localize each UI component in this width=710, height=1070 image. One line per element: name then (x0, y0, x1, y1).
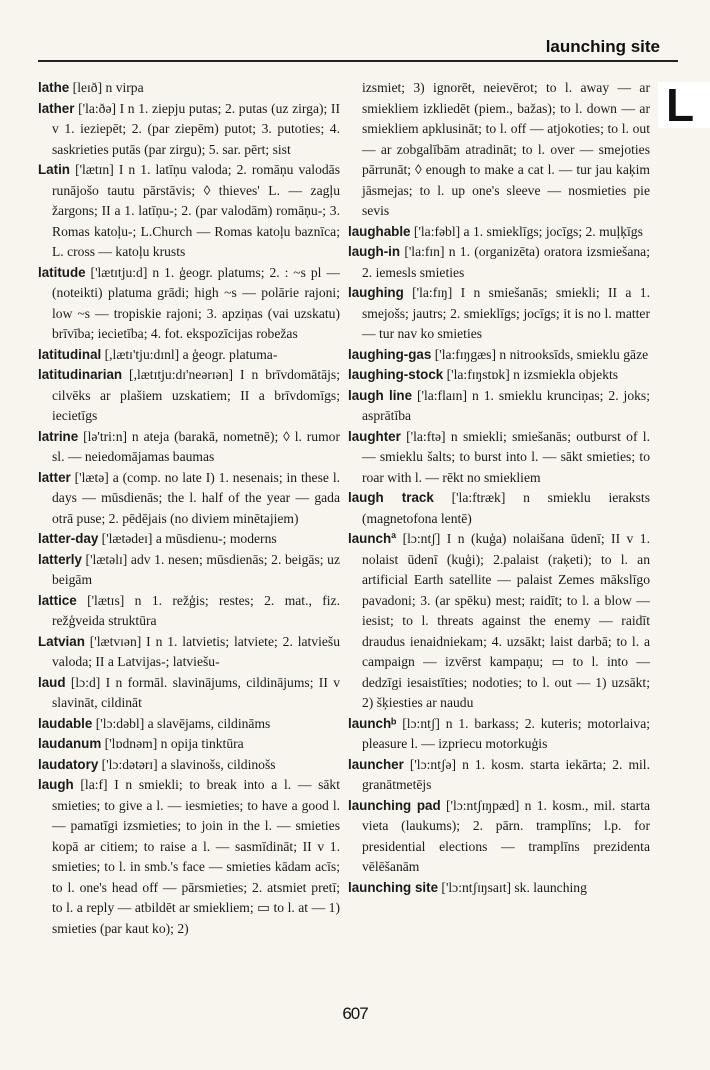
dictionary-entry (38, 345, 340, 366)
entry-headword: Latvian (38, 633, 85, 649)
dictionary-entry (38, 755, 340, 776)
dictionary-entry (38, 529, 340, 550)
dictionary-entry (38, 550, 340, 591)
dictionary-entry (348, 529, 650, 714)
entry-definition: [la:f] I n smiekli; to break into a l. — sākt smieties; to give a l. — iesmieties; to have a good l. — pamatīgi izsmieties; to join in the l. — smieties kopā ar citiem; to raise a l. — sasmīdināt; II v 1. smieties; to l. in smb.'s face — smieties kādam acīs; to l. one's head off — pārsmieties; 2. atsmiet pretī; to l. a reply — atbildēt ar smiekliem; ▭ to l. at — 1) smieties (par kaut ko); 2) (52, 777, 340, 936)
entry-headword: launchª (348, 531, 397, 546)
entry-definition: ['lætə] a (comp. no late I) 1. nesenais; in these l. days — mūsdienās; the l. half of the year — gada otrā puse; 2. pēdējais (no diviem minētajiem) (52, 469, 340, 526)
entry-definition: ['lætɪtju:d] n 1. ģeogr. platums; 2. : ~s pl — (noteikti) platuma grādi; high ~s — polārie rajoni; low ~s — tropiskie rajoni; 3. apziņas (vai uzskatu) brīvība; iecietība; 4. fot. ekspozīcijas robežas (52, 264, 340, 341)
entry-definition: ['la:ðə] I n 1. ziepju putas; 2. putas (uz zirga); II v 1. ieziepēt; 2. (par ziepēm) putot; 3. putoties; 4. saskrieties putās (par zirgu); 5. sar. pērt; sist (52, 100, 340, 157)
entry-definition: ['la:fɪŋ] I n smiešanās; smiekli; II a 1. smejošs; jautrs; 2. smieklīgs; jocīgs; it is no l. matter — tur nav ko smieties (362, 285, 650, 341)
dictionary-entry (348, 78, 650, 222)
dictionary-entry (38, 427, 340, 468)
dictionary-entry (348, 796, 650, 878)
entry-definition: ['lætvɪən] I n 1. latvietis; latviete; 2. latviešu valoda; II a Latvijas-; latviešu- (52, 633, 340, 669)
dictionary-entry (38, 734, 340, 755)
dictionary-entry (348, 386, 650, 427)
entry-definition: ['la:flaɪn] n 1. smieklu krunciņas; 2. joks; asprātība (362, 387, 650, 423)
dictionary-entry (348, 488, 650, 529)
entry-definition: ['lɔ:ntʃɪŋsaɪt] sk. launching (438, 879, 587, 895)
header-rule (38, 60, 678, 62)
entry-headword: laugh track (348, 490, 434, 505)
entry-headword: lattice (38, 592, 77, 608)
entry-definition: [lɔ:ntʃ] I n (kuģa) nolaišana ūdenī; II v 1. nolaist ūdenī (kuģi); 2.palaist (raķeti); to l. an artificial Earth satellite — palaist Zemes mākslīgo pavadoni; 3. (ar spēku) mest; raidīt; to l. a blow — iesist; to l. threats against the enemy — raidīt draudus ienaidniekam; 4. uzsākt; laist darbā; to l. a campaign — izvērst kampaņu; ▭ to l. into —dedzīgi iesaistīties; nodoties; to l. out — 1) uzsākt; 2) šķiesties ar naudu (362, 531, 650, 710)
entry-definition: ['lɔ:ntʃɪŋpæd] n 1. kosm., mil. starta vieta (laukums); 2. pārn. tramplīns; l.p. for presidential elections — tramplīns prezidenta vēlēšanām (362, 797, 651, 874)
entry-definition: [lɔ:d] I n formāl. slavinājums, cildinājums; II v slavināt, cildināt (52, 674, 340, 710)
right-column (348, 78, 650, 898)
dictionary-entry (38, 632, 340, 673)
entry-definition: [,lætɪ'tju:dɪnl] a ģeogr. platuma- (101, 346, 278, 362)
entry-headword: laughing (348, 285, 404, 300)
entry-definition: ['lætɪs] n 1. režģis; restes; 2. mat., fiz. režģveida struktūra (52, 592, 340, 628)
entry-headword: latitudinal (38, 346, 102, 362)
entry-headword: launching pad (348, 797, 441, 813)
entry-definition: ['la:ftə] n smiekli; smiešanās; outburst of l. — smieklu šalts; to burst into l. — sākt smieties; to roar with l. — rēkt no smiekliem (362, 428, 650, 485)
dictionary-entry (348, 365, 650, 386)
dictionary-entry (38, 468, 340, 530)
entry-headword: latter (38, 469, 71, 485)
entry-definition: ['lɔ:ntʃə] n 1. kosm. starta iekārta; 2. mil. granātmetējs (362, 756, 650, 792)
entry-definition: ['la:fɪŋstɒk] n izsmiekla objekts (443, 367, 619, 382)
entry-definition: ['la:fɪŋgæs] n nitrooksīds, smieklu gāze (431, 346, 649, 362)
entry-headword: laughter (348, 428, 401, 444)
entry-headword: laudable (38, 715, 93, 731)
entry-definition: ['lætədeɪ] a mūsdienu-; moderns (98, 531, 277, 546)
dictionary-entry (348, 222, 650, 243)
entry-definition: ['lætɪn] I n 1. latīņu valoda; 2. romāņu valodās runājošo tautu pārstāvis; ◊ thieves' L. — zagļu žargons; II a 1. latīņu-; 2. (par valodām) romāņu-; 3. Romas katoļu-; L.Church — Romas katoļu baznīca; L. cross — katoļu krusts (52, 162, 340, 259)
entry-headword: latitude (38, 264, 86, 280)
section-letter: L (666, 79, 695, 131)
left-column (38, 78, 340, 939)
dictionary-entry (348, 755, 650, 796)
entry-headword: laugh-in (348, 244, 401, 259)
entry-headword: latterly (38, 551, 82, 567)
entry-headword: latrine (38, 428, 79, 444)
entry-headword: laughable (348, 223, 411, 239)
dictionary-entry (348, 345, 650, 366)
dictionary-entry (348, 242, 650, 283)
section-tab (658, 79, 710, 131)
entry-definition: ['lɔ:dəbl] a slavējams, cildināms (92, 715, 271, 731)
entry-headword: laugh line (348, 387, 413, 403)
entry-definition: ['la:ftræk] n smieklu ieraksts (magnetofona lentē) (362, 490, 650, 526)
entry-headword: laud (38, 674, 66, 690)
dictionary-entry (38, 160, 340, 263)
entry-definition: ['lɔ:dətərɪ] a slavinošs, cildinošs (98, 756, 276, 772)
entry-headword: launching site (348, 879, 439, 895)
dictionary-entry (38, 775, 340, 939)
dictionary-entry (38, 365, 340, 427)
entry-definition: ['lætəlɪ] adv 1. nesen; mūsdienās; 2. beigās; uz beigām (52, 551, 340, 587)
entry-headword: lather (38, 100, 75, 116)
entry-definition: [lə'tri:n] n ateja (barakā, nometnē); ◊ l. rumor sl. — neiedomājamas baumas (52, 428, 340, 464)
entry-definition: ['la:fəbl] a 1. smieklīgs; jocīgs; 2. muļķīgs (410, 223, 643, 239)
entry-headword: laughing-gas (348, 346, 432, 362)
entry-headword: latitudinarian (38, 367, 123, 382)
entry-headword: launcher (348, 756, 404, 772)
entry-headword: laudanum (38, 736, 102, 751)
dictionary-entry (348, 714, 650, 755)
entry-headword: laughing-stock (348, 367, 444, 382)
dictionary-entry (348, 427, 650, 489)
dictionary-entry (348, 283, 650, 345)
dictionary-entry (38, 714, 340, 735)
entry-headword: laudatory (38, 756, 99, 772)
dictionary-entry (38, 263, 340, 345)
running-head: launching site (545, 37, 660, 56)
entry-headword: lathe (38, 80, 70, 95)
dictionary-entry (38, 99, 340, 161)
entry-definition: [leɪð] n virpa (69, 80, 144, 95)
entry-definition: ['lɒdnəm] n opija tinktūra (101, 736, 244, 751)
dictionary-entry (38, 78, 340, 99)
dictionary-entry (348, 878, 650, 899)
entry-headword: latter-day (38, 531, 99, 546)
entry-definition: [,lætɪtju:dɪ'neərɪən] I n brīvdomātājs; cilvēks ar plašiem uzskatiem; II a brīvdomīgs; iecietīgs (52, 367, 340, 423)
entry-headword: Latin (38, 162, 70, 177)
entry-definition: ['la:fɪn] n 1. (organizēta) oratora izsmiešana; 2. iemesls smieties (362, 244, 650, 280)
entry-headword: launchᵇ (348, 715, 397, 731)
entry-headword: laugh (38, 777, 74, 792)
entry-definition: izsmiet; 3) ignorēt, neievērot; to l. away — ar smiekliem izkliedēt (piem., bažas); to l. down — ar smiekliem apklusināt; to l. off — atjokoties; to l. out — ar zobgalībām atradināt; to l. over — smejoties pārrunāt; ◊ enough to make a cat l. — tur jau kaķim jāsmejas; to l. up one's sleeve — nosmieties pie sevis (362, 80, 650, 218)
page-number: 607 (342, 1004, 368, 1023)
entry-definition: [lɔ:ntʃ] n 1. barkass; 2. kuteris; motorlaiva; pleasure l. — izpriecu motorkuģis (362, 715, 650, 751)
dictionary-entry (38, 673, 340, 714)
dictionary-entry (38, 591, 340, 632)
